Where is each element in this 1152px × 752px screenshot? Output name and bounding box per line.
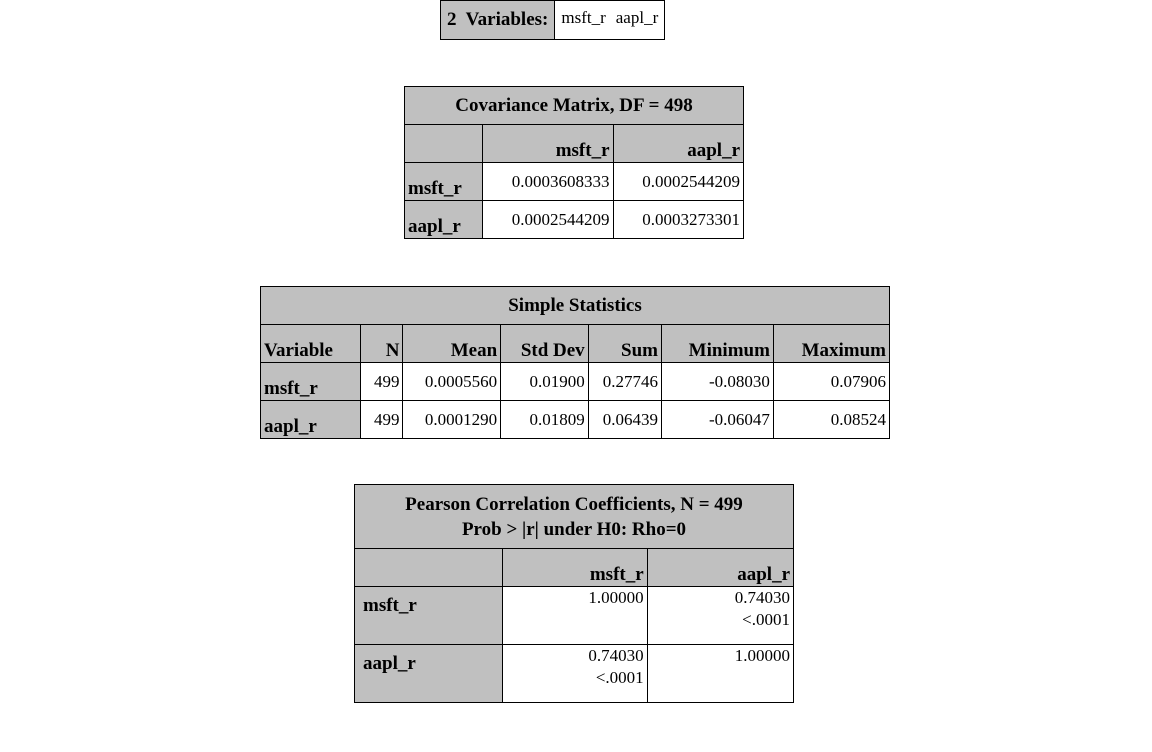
pearson-r-value: 1.00000 (734, 646, 790, 665)
stats-max-cell: 0.08524 (773, 401, 889, 439)
pearson-r-value: 0.74030 (588, 646, 644, 665)
stats-col-header: Std Dev (501, 325, 589, 363)
pearson-title (355, 485, 794, 549)
pearson-r-value: 0.74030 (734, 588, 790, 607)
stats-col-header: Variable (261, 325, 361, 363)
stats-min-cell: -0.08030 (661, 363, 773, 401)
simple-statistics-title: Simple Statistics (261, 287, 890, 325)
simple-statistics-table (260, 286, 890, 439)
stats-col-header: Minimum (661, 325, 773, 363)
covariance-col-header: aapl_r (613, 125, 744, 163)
stats-row-header: msft_r (261, 363, 361, 401)
covariance-title: Covariance Matrix, DF = 498 (405, 87, 744, 125)
pearson-p-value: <.0001 (595, 668, 644, 687)
variables-list (555, 1, 665, 40)
covariance-row-header: aapl_r (405, 201, 483, 239)
stats-sum-cell: 0.06439 (588, 401, 661, 439)
covariance-cell: 0.0003273301 (613, 201, 744, 239)
covariance-col-header: msft_r (483, 125, 614, 163)
pearson-title-line1: Pearson Correlation Coefficients, N = 499 (405, 493, 743, 515)
pearson-col-header: aapl_r (647, 549, 793, 587)
stats-std-cell: 0.01809 (501, 401, 589, 439)
variable-name: aapl_r (615, 8, 659, 27)
stats-min-cell: -0.06047 (661, 401, 773, 439)
stats-col-header: Sum (588, 325, 661, 363)
covariance-cell: 0.0003608333 (483, 163, 614, 201)
pearson-title-line2: Prob > |r| under H0: Rho=0 (461, 518, 687, 540)
covariance-matrix-table (404, 86, 744, 239)
pearson-correlation-table (354, 484, 794, 703)
pearson-row-header: aapl_r (355, 645, 503, 703)
stats-std-cell: 0.01900 (501, 363, 589, 401)
table-row (355, 645, 794, 703)
stats-sum-cell: 0.27746 (588, 363, 661, 401)
table-row (405, 201, 744, 239)
stats-row-header: aapl_r (261, 401, 361, 439)
variables-table (440, 0, 665, 40)
covariance-cell: 0.0002544209 (613, 163, 744, 201)
stats-max-cell: 0.07906 (773, 363, 889, 401)
stats-col-header: N (360, 325, 403, 363)
stats-mean-cell: 0.0005560 (403, 363, 501, 401)
pearson-p-value: <.0001 (742, 610, 790, 629)
covariance-cell: 0.0002544209 (483, 201, 614, 239)
stats-n-cell: 499 (360, 401, 403, 439)
pearson-cell (503, 645, 647, 703)
pearson-r-value: 1.00000 (588, 588, 644, 607)
pearson-col-header: msft_r (503, 549, 647, 587)
pearson-cell (647, 587, 793, 645)
covariance-corner (405, 125, 483, 163)
pearson-row-header: msft_r (355, 587, 503, 645)
pearson-cell (503, 587, 647, 645)
table-row (405, 163, 744, 201)
variables-label: 2 Variables: (441, 1, 555, 40)
pearson-cell (647, 645, 793, 703)
covariance-row-header: msft_r (405, 163, 483, 201)
table-row (355, 587, 794, 645)
stats-col-header: Mean (403, 325, 501, 363)
stats-n-cell: 499 (360, 363, 403, 401)
pearson-corner (355, 549, 503, 587)
variable-name: msft_r (561, 8, 606, 27)
stats-mean-cell: 0.0001290 (403, 401, 501, 439)
stats-col-header: Maximum (773, 325, 889, 363)
table-row (261, 363, 890, 401)
table-row (261, 401, 890, 439)
